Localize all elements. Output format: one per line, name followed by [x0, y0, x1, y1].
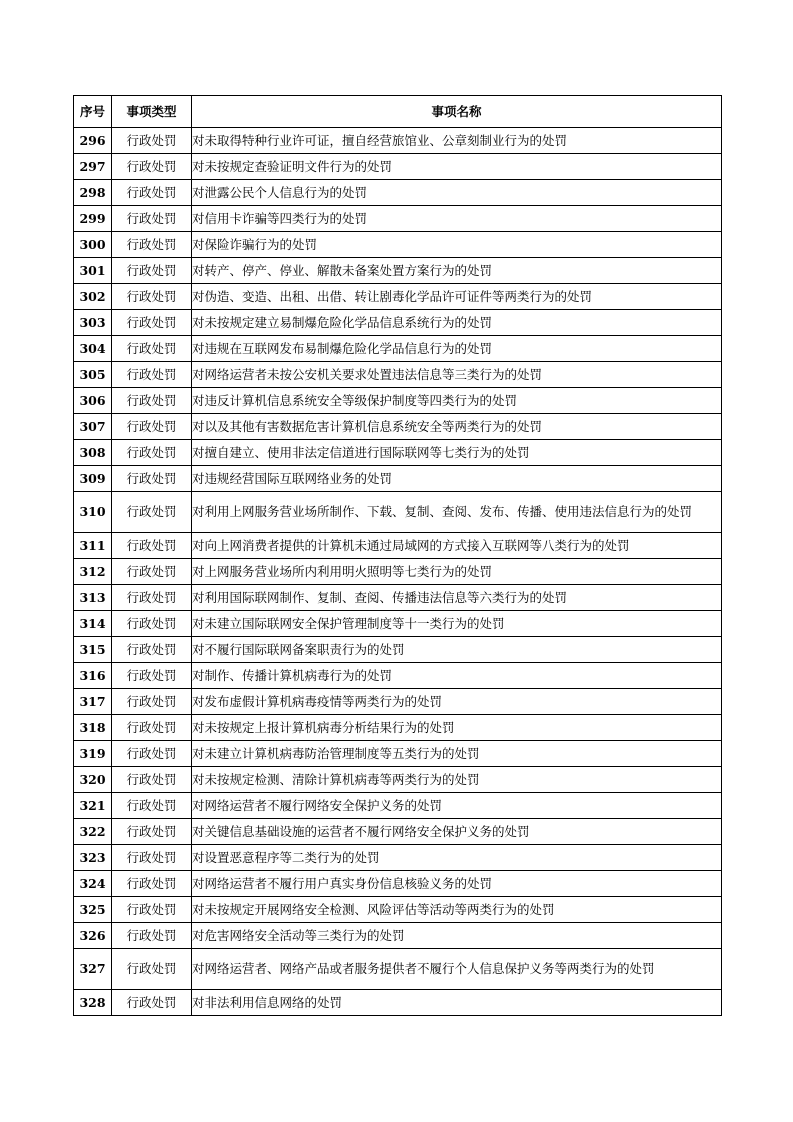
row-name: 对不履行国际联网备案职责行为的处罚: [192, 637, 722, 663]
table-row: [74, 793, 722, 819]
row-type: 行政处罚: [112, 741, 192, 767]
table-row: [74, 663, 722, 689]
row-number: 298: [74, 180, 112, 206]
row-number: 315: [74, 637, 112, 663]
row-number: 310: [74, 492, 112, 533]
row-number: 324: [74, 871, 112, 897]
row-number: 302: [74, 284, 112, 310]
row-name: 对网络运营者不履行用户真实身份信息核验义务的处罚: [192, 871, 722, 897]
table-row: [74, 741, 722, 767]
row-type: 行政处罚: [112, 206, 192, 232]
row-number: 313: [74, 585, 112, 611]
row-name: 对利用国际联网制作、复制、查阅、传播违法信息等六类行为的处罚: [192, 585, 722, 611]
row-name: 对发布虚假计算机病毒疫情等两类行为的处罚: [192, 689, 722, 715]
row-number: 304: [74, 336, 112, 362]
table-row: [74, 923, 722, 949]
row-name: 对网络运营者不履行网络安全保护义务的处罚: [192, 793, 722, 819]
row-name: 对以及其他有害数据危害计算机信息系统安全等两类行为的处罚: [192, 414, 722, 440]
row-number: 300: [74, 232, 112, 258]
table-row: [74, 819, 722, 845]
row-name: 对非法利用信息网络的处罚: [192, 990, 722, 1016]
row-type: 行政处罚: [112, 414, 192, 440]
table-row: [74, 206, 722, 232]
table-row: [74, 897, 722, 923]
table-row: [74, 845, 722, 871]
table-row: [74, 990, 722, 1016]
table-row: [74, 284, 722, 310]
row-name: 对网络运营者未按公安机关要求处置违法信息等三类行为的处罚: [192, 362, 722, 388]
row-name: 对未取得特种行业许可证，擅自经营旅馆业、公章刻制业行为的处罚: [192, 128, 722, 154]
row-type: 行政处罚: [112, 232, 192, 258]
row-type: 行政处罚: [112, 180, 192, 206]
row-type: 行政处罚: [112, 845, 192, 871]
row-number: 296: [74, 128, 112, 154]
row-number: 299: [74, 206, 112, 232]
row-number: 309: [74, 466, 112, 492]
row-number: 320: [74, 767, 112, 793]
table-row: [74, 362, 722, 388]
row-type: 行政处罚: [112, 559, 192, 585]
row-number: 306: [74, 388, 112, 414]
row-type: 行政处罚: [112, 492, 192, 533]
row-type: 行政处罚: [112, 819, 192, 845]
row-type: 行政处罚: [112, 533, 192, 559]
row-number: 328: [74, 990, 112, 1016]
table-row: [74, 414, 722, 440]
table-row: [74, 949, 722, 990]
table-row: [74, 440, 722, 466]
row-type: 行政处罚: [112, 990, 192, 1016]
row-number: 303: [74, 310, 112, 336]
row-type: 行政处罚: [112, 793, 192, 819]
row-name: 对网络运营者、网络产品或者服务提供者不履行个人信息保护义务等两类行为的处罚: [192, 949, 722, 990]
row-name: 对未按规定检测、清除计算机病毒等两类行为的处罚: [192, 767, 722, 793]
row-number: 316: [74, 663, 112, 689]
table-row: [74, 585, 722, 611]
row-number: 318: [74, 715, 112, 741]
table-row: [74, 154, 722, 180]
table-row: [74, 466, 722, 492]
row-name: 对向上网消费者提供的计算机未通过局域网的方式接入互联网等八类行为的处罚: [192, 533, 722, 559]
row-number: 327: [74, 949, 112, 990]
row-number: 321: [74, 793, 112, 819]
row-name: 对转产、停产、停业、解散未备案处置方案行为的处罚: [192, 258, 722, 284]
row-name: 对未按规定开展网络安全检测、风险评估等活动等两类行为的处罚: [192, 897, 722, 923]
row-number: 308: [74, 440, 112, 466]
row-name: 对违规在互联网发布易制爆危险化学品信息行为的处罚: [192, 336, 722, 362]
table-row: [74, 871, 722, 897]
row-number: 311: [74, 533, 112, 559]
table-row: [74, 310, 722, 336]
row-type: 行政处罚: [112, 440, 192, 466]
row-number: 301: [74, 258, 112, 284]
row-type: 行政处罚: [112, 637, 192, 663]
row-number: 297: [74, 154, 112, 180]
row-name: 对关键信息基础设施的运营者不履行网络安全保护义务的处罚: [192, 819, 722, 845]
row-name: 对危害网络安全活动等三类行为的处罚: [192, 923, 722, 949]
row-type: 行政处罚: [112, 362, 192, 388]
row-name: 对上网服务营业场所内利用明火照明等七类行为的处罚: [192, 559, 722, 585]
table-row: [74, 559, 722, 585]
table-row: [74, 689, 722, 715]
row-type: 行政处罚: [112, 715, 192, 741]
table-row: [74, 128, 722, 154]
table-row: [74, 180, 722, 206]
row-name: 对利用上网服务营业场所制作、下载、复制、查阅、发布、传播、使用违法信息行为的处罚: [192, 492, 722, 533]
row-type: 行政处罚: [112, 585, 192, 611]
header-name: 事项名称: [192, 96, 722, 128]
row-type: 行政处罚: [112, 767, 192, 793]
row-type: 行政处罚: [112, 871, 192, 897]
row-number: 307: [74, 414, 112, 440]
row-name: 对擅自建立、使用非法定信道进行国际联网等七类行为的处罚: [192, 440, 722, 466]
row-name: 对未按规定查验证明文件行为的处罚: [192, 154, 722, 180]
row-number: 319: [74, 741, 112, 767]
row-type: 行政处罚: [112, 897, 192, 923]
row-number: 312: [74, 559, 112, 585]
row-name: 对泄露公民个人信息行为的处罚: [192, 180, 722, 206]
table-row: [74, 637, 722, 663]
header-row: [74, 96, 722, 128]
row-number: 305: [74, 362, 112, 388]
row-type: 行政处罚: [112, 310, 192, 336]
row-name: 对信用卡诈骗等四类行为的处罚: [192, 206, 722, 232]
row-number: 314: [74, 611, 112, 637]
row-name: 对保险诈骗行为的处罚: [192, 232, 722, 258]
table-row: [74, 767, 722, 793]
row-type: 行政处罚: [112, 154, 192, 180]
row-type: 行政处罚: [112, 663, 192, 689]
row-name: 对违规经营国际互联网络业务的处罚: [192, 466, 722, 492]
row-type: 行政处罚: [112, 611, 192, 637]
header-no: 序号: [74, 96, 112, 128]
row-name: 对制作、传播计算机病毒行为的处罚: [192, 663, 722, 689]
row-type: 行政处罚: [112, 284, 192, 310]
row-name: 对伪造、变造、出租、出借、转让剧毒化学品许可证件等两类行为的处罚: [192, 284, 722, 310]
row-type: 行政处罚: [112, 949, 192, 990]
row-type: 行政处罚: [112, 466, 192, 492]
row-name: 对未建立国际联网安全保护管理制度等十一类行为的处罚: [192, 611, 722, 637]
table-row: [74, 492, 722, 533]
row-name: 对未按规定上报计算机病毒分析结果行为的处罚: [192, 715, 722, 741]
row-name: 对未按规定建立易制爆危险化学品信息系统行为的处罚: [192, 310, 722, 336]
table-row: [74, 336, 722, 362]
row-name: 对违反计算机信息系统安全等级保护制度等四类行为的处罚: [192, 388, 722, 414]
row-type: 行政处罚: [112, 128, 192, 154]
table-row: [74, 611, 722, 637]
row-number: 323: [74, 845, 112, 871]
row-type: 行政处罚: [112, 689, 192, 715]
row-name: 对设置恶意程序等二类行为的处罚: [192, 845, 722, 871]
row-type: 行政处罚: [112, 923, 192, 949]
items-table: [73, 95, 722, 1016]
table-row: [74, 533, 722, 559]
table-row: [74, 388, 722, 414]
table-row: [74, 715, 722, 741]
row-number: 326: [74, 923, 112, 949]
table-row: [74, 258, 722, 284]
table-row: [74, 232, 722, 258]
row-number: 325: [74, 897, 112, 923]
row-type: 行政处罚: [112, 336, 192, 362]
row-type: 行政处罚: [112, 388, 192, 414]
row-name: 对未建立计算机病毒防治管理制度等五类行为的处罚: [192, 741, 722, 767]
row-number: 322: [74, 819, 112, 845]
row-type: 行政处罚: [112, 258, 192, 284]
row-number: 317: [74, 689, 112, 715]
header-type: 事项类型: [112, 96, 192, 128]
